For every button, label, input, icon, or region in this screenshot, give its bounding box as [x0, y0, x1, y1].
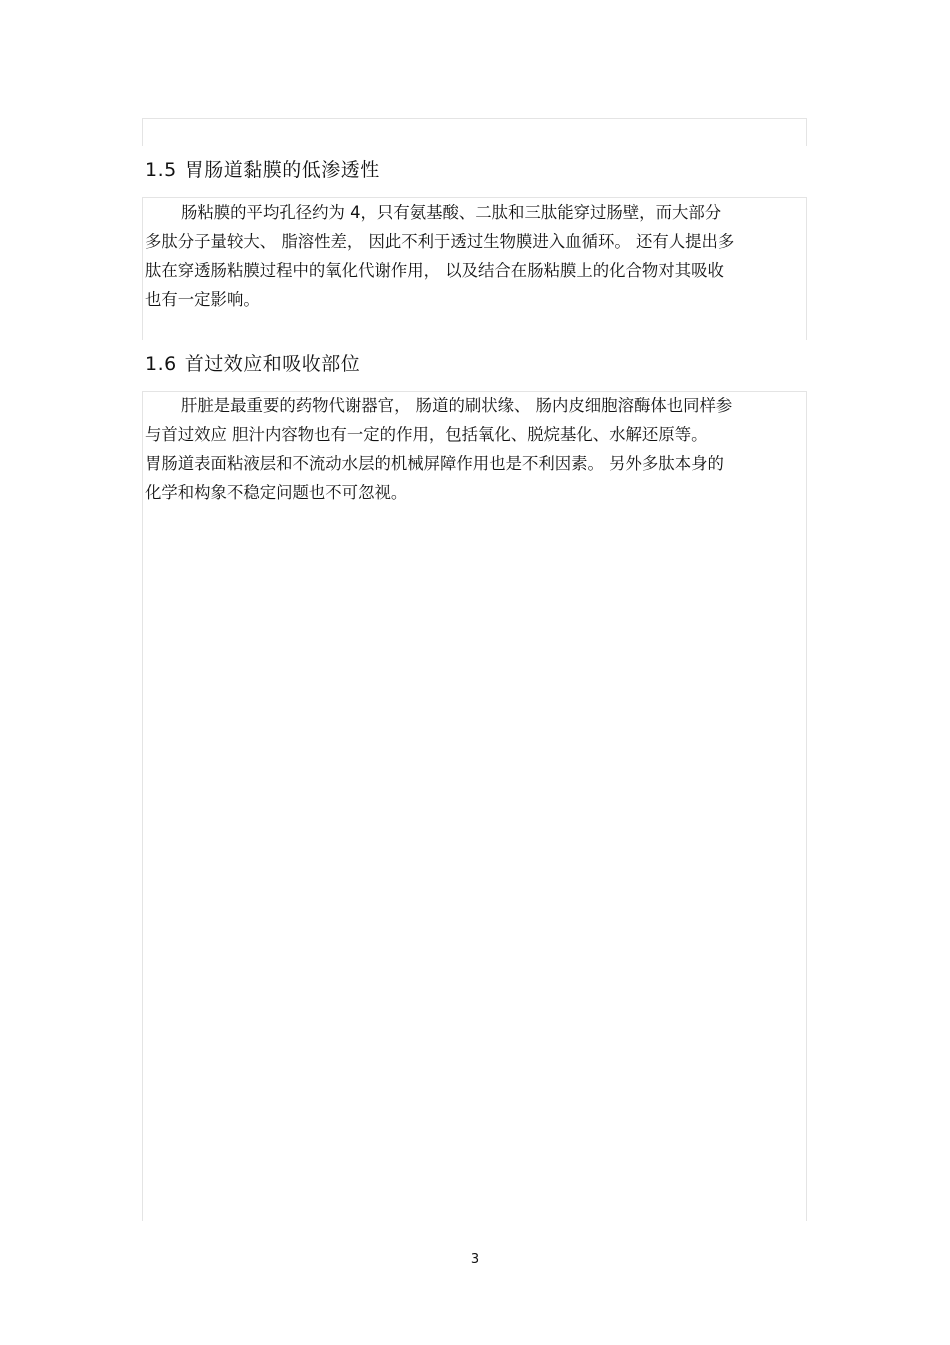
section-1-6-text-frame	[142, 391, 807, 1221]
section-1-6-title: 首过效应和吸收部位	[184, 353, 361, 375]
page-number: 3	[470, 1252, 480, 1267]
section-1-5-title: 胃肠道黏膜的低渗透性	[184, 159, 380, 181]
paragraph-line: 肽在穿透肠粘膜过程中的氧化代谢作用， 以及结合在肠粘膜上的化合物对其吸收	[145, 261, 724, 280]
paragraph-line: 多肽分子量较大、 脂溶性差， 因此不利于透过生物膜进入血循环。 还有人提出多	[145, 232, 735, 251]
section-1-6-number: 1.6	[145, 353, 177, 375]
section-1-5-number: 1.5	[145, 159, 177, 181]
paragraph-line: 化学和构象不稳定问题也不可忽视。	[145, 483, 408, 502]
section-1-5-heading	[145, 158, 380, 182]
paragraph-line: 肝脏是最重要的药物代谢器官， 肠道的刷状缘、 肠内皮细胞溶酶体也同样参	[181, 396, 733, 415]
section-1-6-heading	[145, 352, 360, 376]
paragraph-line: 与首过效应 胆汁内容物也有一定的作用，包括氧化、脱烷基化、水解还原等。	[145, 425, 708, 444]
paragraph-line: 肠粘膜的平均孔径约为 4，只有氨基酸、二肽和三肽能穿过肠壁，而大部分	[181, 203, 722, 222]
paragraph-line: 胃肠道表面粘液层和不流动水层的机械屏障作用也是不利因素。 另外多肽本身的	[145, 454, 724, 473]
section-1-6-paragraph	[145, 391, 805, 507]
top-text-frame	[142, 118, 807, 146]
section-1-5-paragraph	[145, 198, 805, 314]
paragraph-line: 也有一定影响。	[145, 290, 260, 309]
